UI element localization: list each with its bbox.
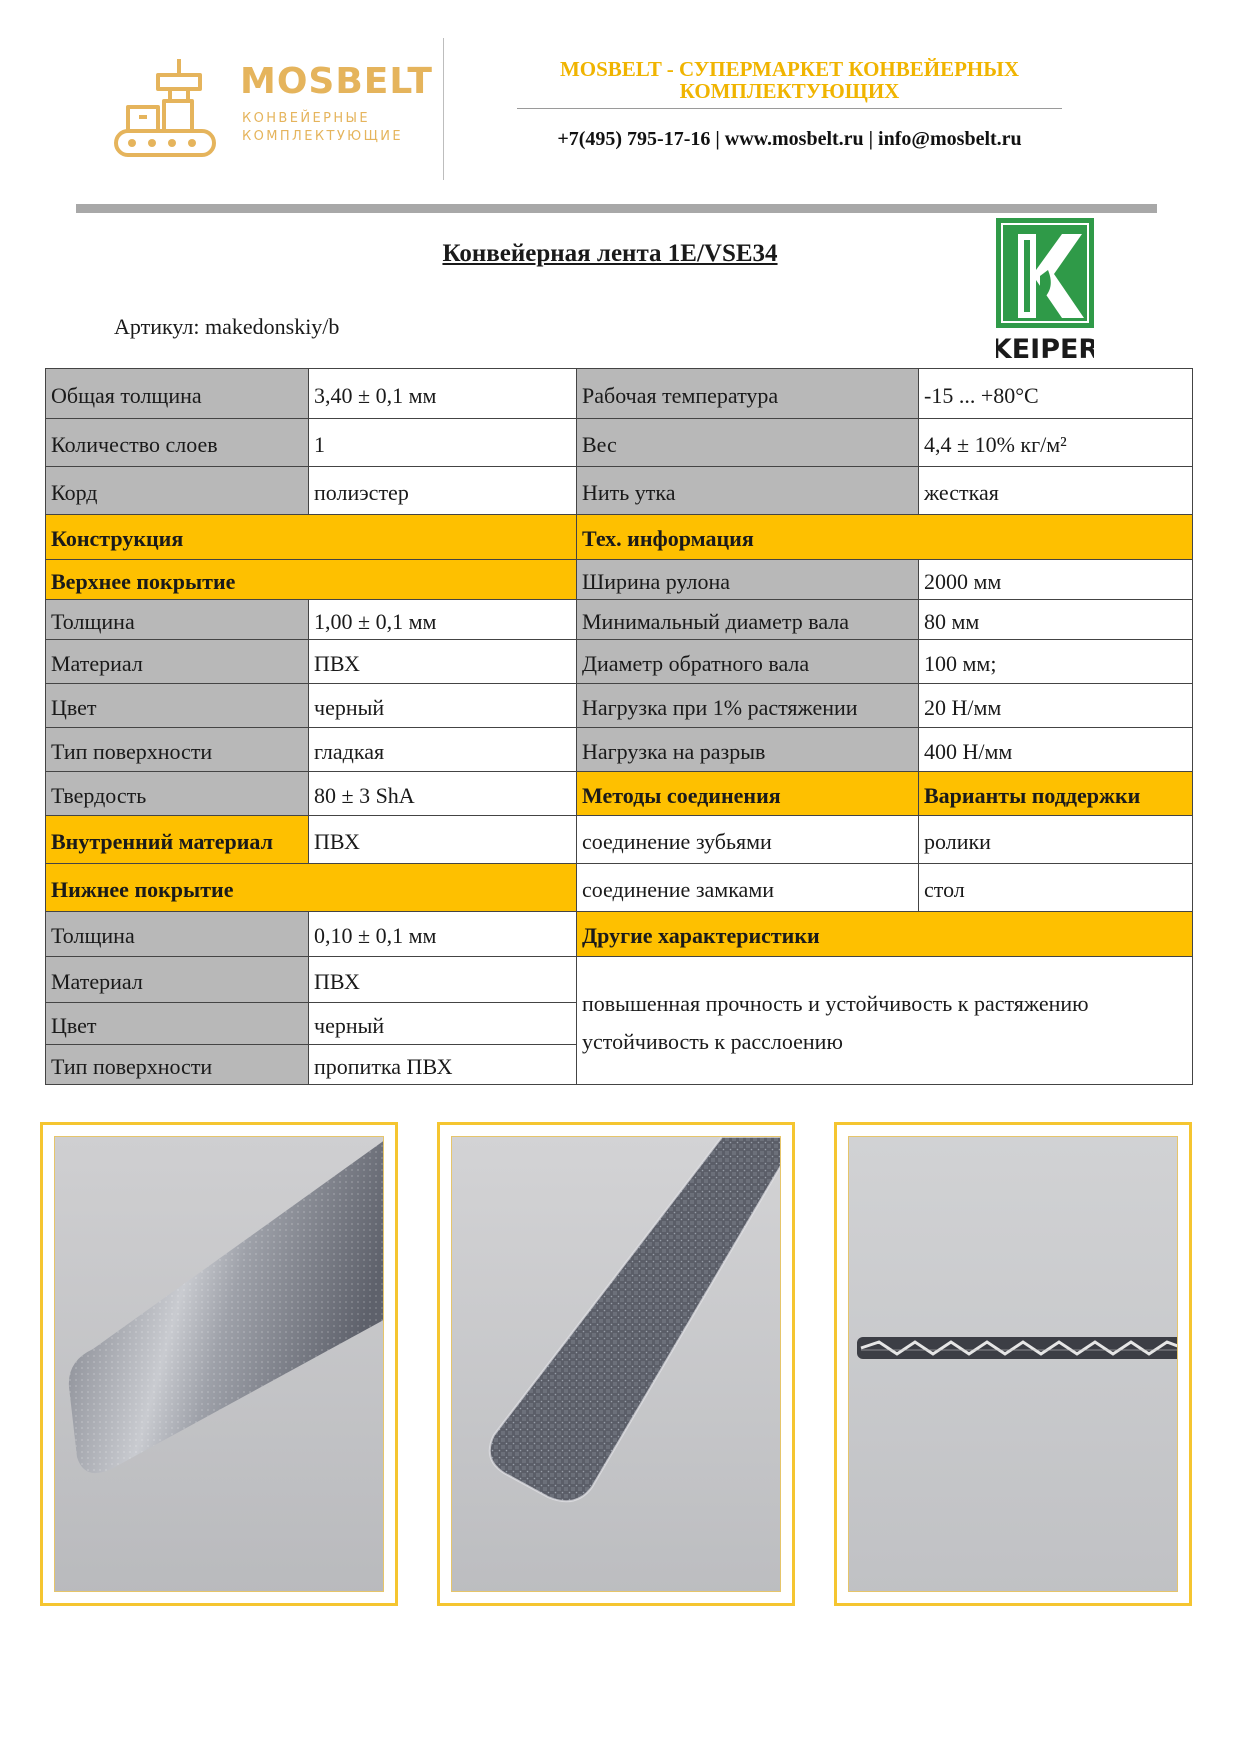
label-cord: Корд [46,467,309,515]
value-min-pulley: 80 мм [919,600,1193,640]
label-top-material: Материал [46,640,309,684]
table-row [46,600,1193,640]
header-bar [76,204,1157,213]
keiper-k-icon [996,218,1094,364]
section-bottom-cover: Нижнее покрытие [46,864,577,912]
label-weight: Вес [577,419,919,467]
other-characteristic-1: повышенная прочность и устойчивость к растяжению [582,990,1089,1016]
table-row [46,560,1193,600]
label-min-pulley: Минимальный диаметр вала [577,600,919,640]
table-row [46,912,1193,957]
logo-tagline-2: КОМПЛЕКТУЮЩИЕ [242,129,403,144]
value-top-thickness: 1,00 ± 0,1 мм [309,600,577,640]
other-characteristic-2: устойчивость к расслоению [582,1028,843,1054]
label-top-surface: Тип поверхности [46,728,309,772]
belt-top-surface-image [55,1137,384,1592]
table-row [46,467,1193,515]
value-weight: 4,4 ± 10% кг/м² [919,419,1193,467]
label-bottom-surface: Тип поверхности [46,1045,309,1085]
logo-tagline-1: КОНВЕЙЕРНЫЕ [242,111,371,126]
table-row [46,640,1193,684]
section-construction: Конструкция [46,515,577,560]
mosbelt-logo [112,55,433,165]
header-contacts: +7(495) 795-17-16 | www.mosbelt.ru | info@mosbelt.ru [557,128,1022,150]
label-break-load: Нагрузка на разрыв [577,728,919,772]
label-inner-material: Внутренний материал [46,816,309,864]
value-total-thickness: 3,40 ± 0,1 мм [309,369,577,419]
header-slogan: MOSBELT - СУПЕРМАРКЕТ КОНВЕЙЕРНЫХ КОМПЛЕКТУЮЩИХ [559,57,1020,103]
table-row [46,369,1193,419]
value-bottom-surface: пропитка ПВХ [309,1045,577,1085]
table-row [46,864,1193,912]
joining-method-1: соединение зубьями [577,816,919,864]
table-row [46,684,1193,728]
section-tech-info: Тех. информация [577,515,1193,560]
support-option-1: ролики [919,816,1193,864]
label-hardness: Твердость [46,772,309,816]
belt-bottom-surface-image [452,1137,781,1592]
section-top-cover: Верхнее покрытие [46,560,577,600]
value-bottom-thickness: 0,10 ± 0,1 мм [309,912,577,957]
joining-method-2: соединение замками [577,864,919,912]
table-row [46,816,1193,864]
label-back-pulley: Диаметр обратного вала [577,640,919,684]
label-layers: Количество слоев [46,419,309,467]
value-back-pulley: 100 мм; [919,640,1193,684]
value-top-surface: гладкая [309,728,577,772]
label-load-1pct: Нагрузка при 1% растяжении [577,684,919,728]
label-top-color: Цвет [46,684,309,728]
belt-cross-section-image [849,1137,1178,1592]
table-row [46,957,1193,1003]
table-row [46,419,1193,467]
photo-bottom-surface [437,1122,795,1606]
value-weft: жесткая [919,467,1193,515]
value-layers: 1 [309,419,577,467]
value-bottom-material: ПВХ [309,957,577,1003]
sku-line: Артикул: makedonskiy/b [114,314,340,339]
slogan-underline [517,108,1062,109]
value-hardness: 80 ± 3 ShA [309,772,577,816]
section-joining-methods: Методы соединения [577,772,919,816]
spec-table [45,368,1193,1085]
section-support-options: Варианты поддержки [919,772,1193,816]
label-bottom-color: Цвет [46,1003,309,1045]
label-total-thickness: Общая толщина [46,369,309,419]
photo-top-surface [40,1122,398,1606]
label-working-temp: Рабочая температура [577,369,919,419]
table-row [46,772,1193,816]
value-working-temp: -15 ... +80°С [919,369,1193,419]
value-break-load: 400 Н/мм [919,728,1193,772]
value-inner-material: ПВХ [309,816,577,864]
keiper-logo [996,218,1094,364]
value-load-1pct: 20 Н/мм [919,684,1193,728]
conveyor-logo-icon [112,55,232,165]
label-bottom-thickness: Толщина [46,912,309,957]
label-weft: Нить утка [577,467,919,515]
other-characteristics-text [577,957,1193,1085]
value-bottom-color: черный [309,1003,577,1045]
label-top-thickness: Толщина [46,600,309,640]
header-divider [443,38,444,180]
logo-brand: MOSBELT [240,61,433,102]
section-other-characteristics: Другие характеристики [577,912,1193,957]
value-roll-width: 2000 мм [919,560,1193,600]
value-cord: полиэстер [309,467,577,515]
value-top-color: черный [309,684,577,728]
photo-cross-section [834,1122,1192,1606]
table-row [46,728,1193,772]
label-roll-width: Ширина рулона [577,560,919,600]
page-title: Конвейерная лента 1E/VSE34 [442,240,778,267]
keiper-wordmark: KEIPER [996,334,1094,364]
label-bottom-material: Материал [46,957,309,1003]
table-row [46,515,1193,560]
support-option-2: стол [919,864,1193,912]
value-top-material: ПВХ [309,640,577,684]
